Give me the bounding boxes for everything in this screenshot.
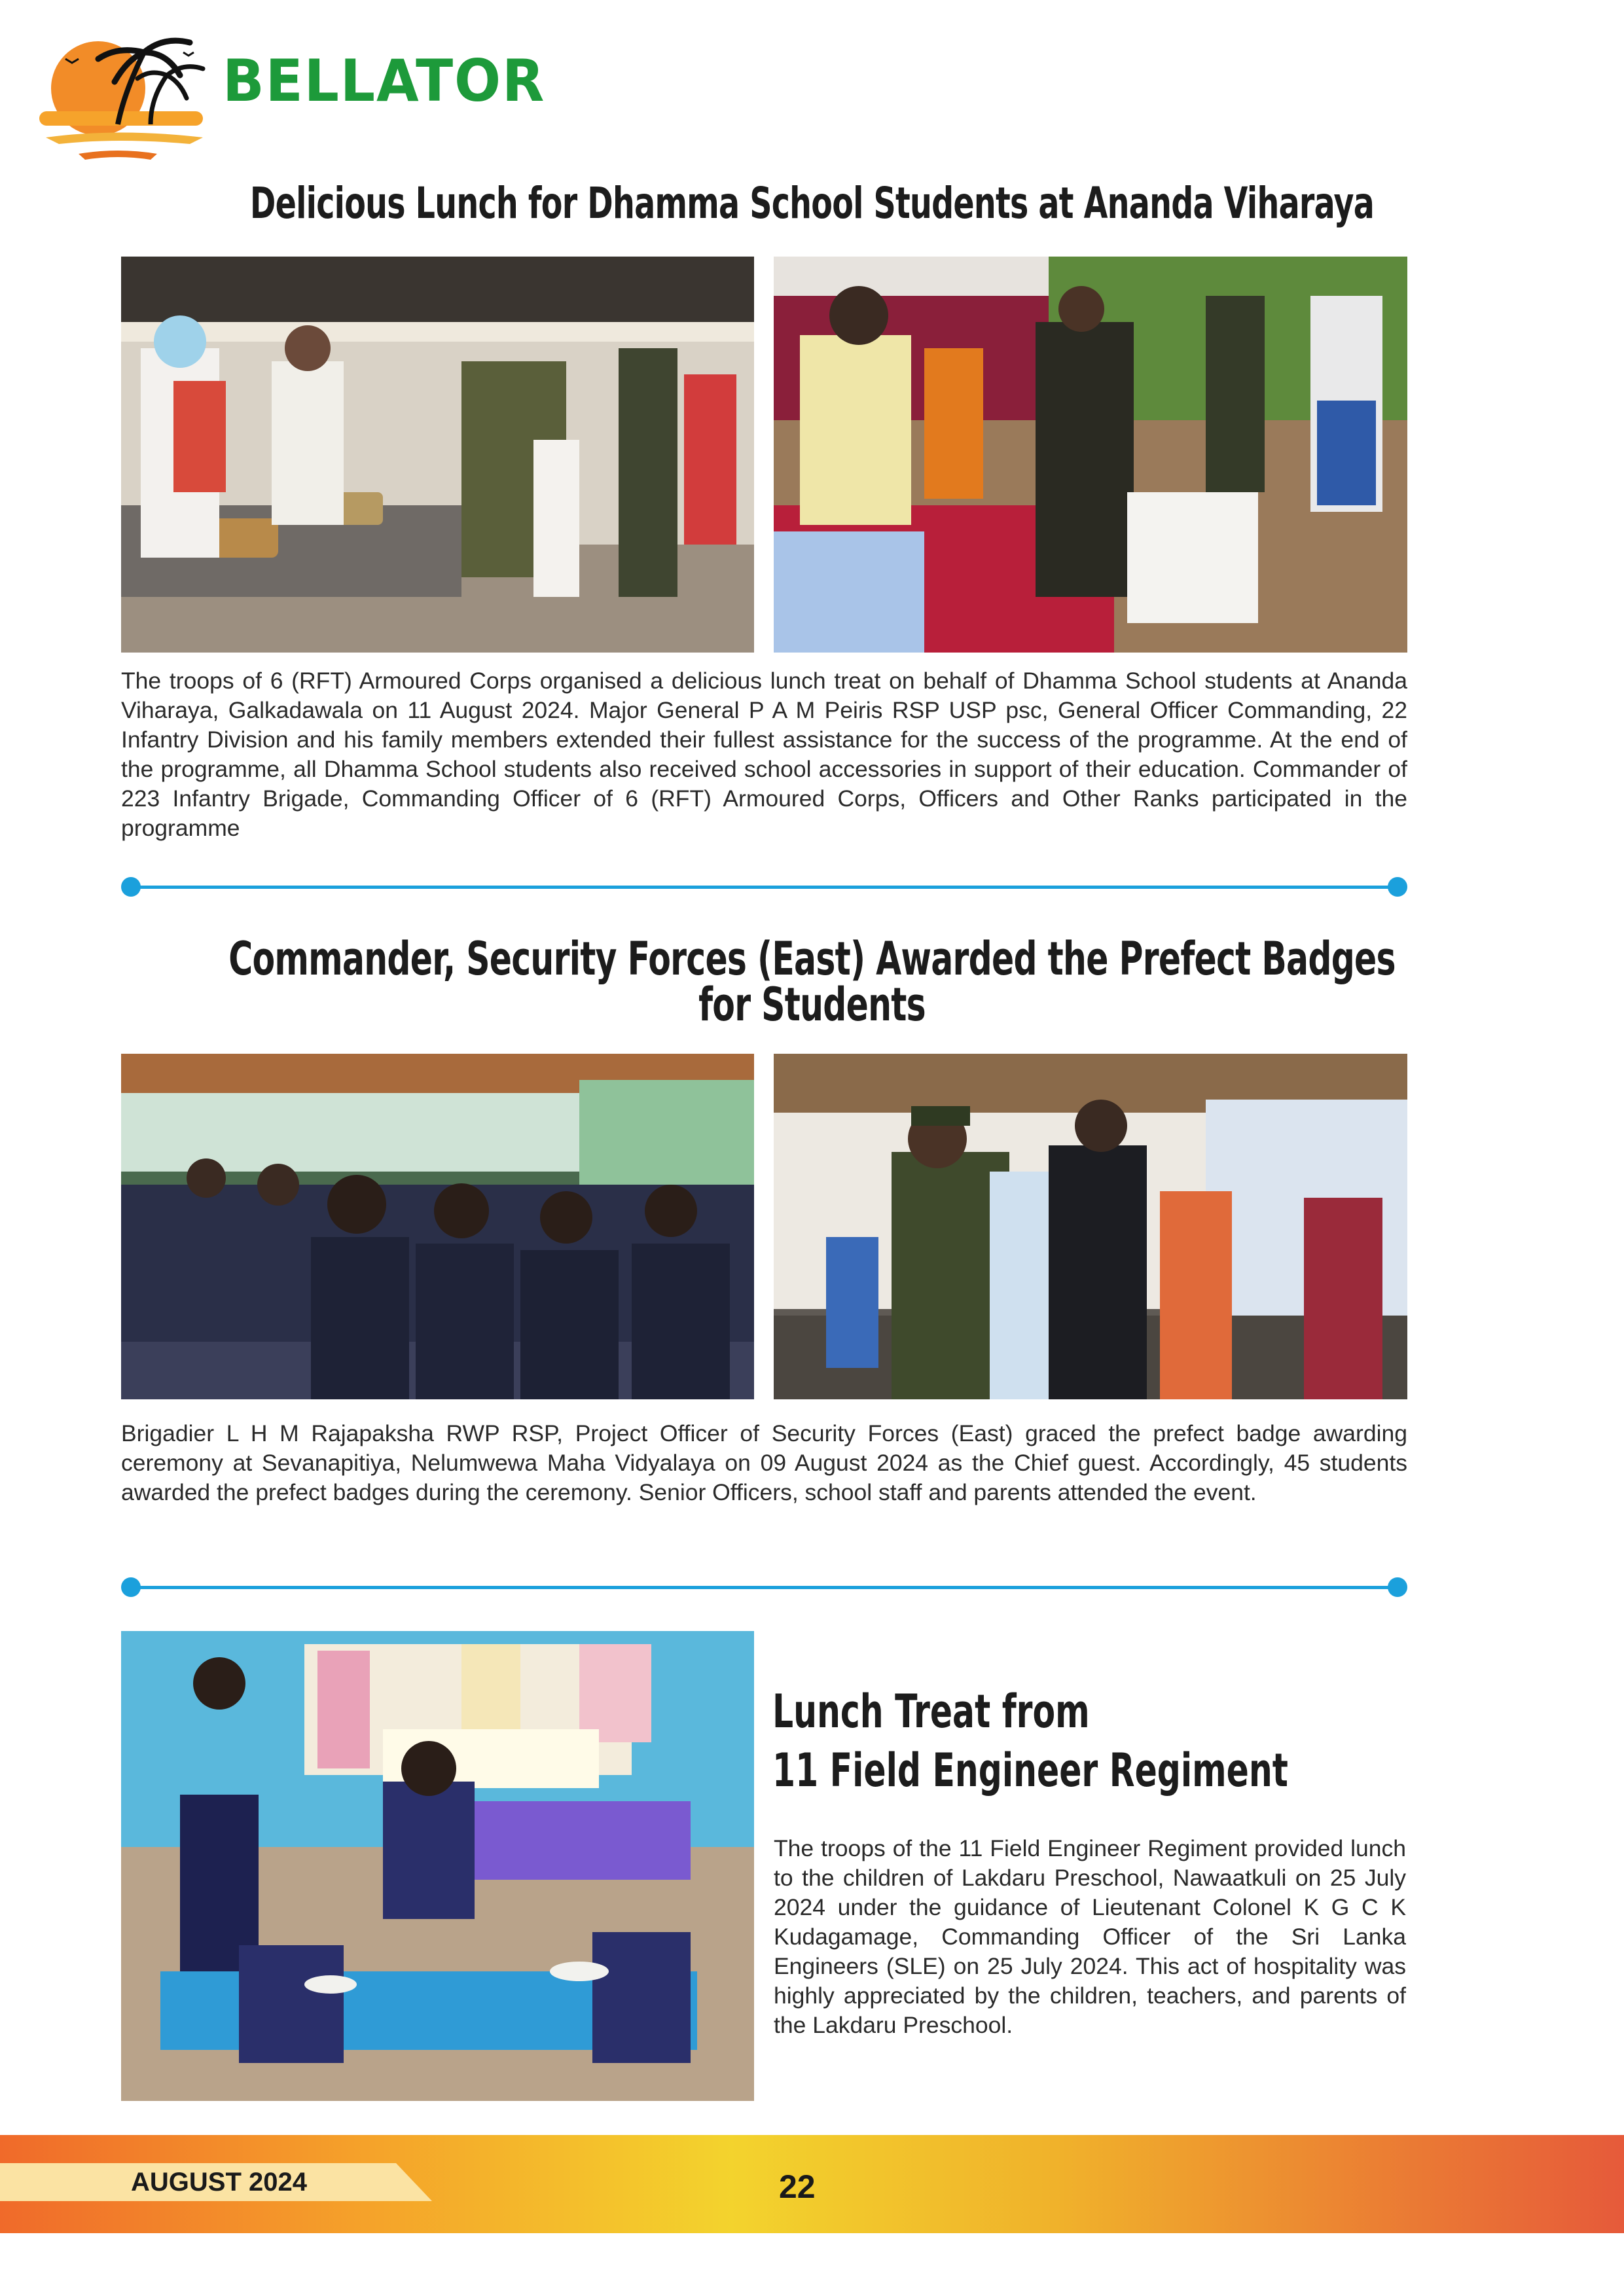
article1-body: The troops of 6 (RFT) Armoured Corps organised a delicious lunch treat on behalf of Dhamma School students at Ananda Viharaya, Galkadawala on 11 August 2024. Major General P A M Peiris RSP USP psc, General Officer Commanding, 22 Infantry Division and his family members extended their fullest assistance for the success of the programme. At the end of the programme, all Dhamma School students also received school accessories in support of their education. Commander of 223 Infantry Brigade, Commanding Officer of 6 (RFT) Armoured Corps, Officers and Other Ranks participated in the programme [121, 668, 1407, 841]
article1-title: Delicious Lunch for Dhamma School Students at Ananda Viharaya [249, 178, 1375, 228]
article3-title-line2: 11 Field Engineer Regiment [772, 1744, 1288, 1797]
page-number: 22 [779, 2168, 816, 2205]
section-divider [121, 1577, 1407, 1597]
article2-title: Commander, Security Forces (East) Awarded the Prefect Badges for Students [228, 932, 1396, 1031]
article3-title-line1: Lunch Treat from [772, 1685, 1090, 1738]
article2-photo-badge-award [774, 1054, 1407, 1399]
article2-photo-students-seated [121, 1054, 754, 1399]
article3-photo-preschool-lunch [121, 1631, 754, 2101]
issue-month: AUGUST 2024 [131, 2168, 307, 2197]
section-divider [121, 877, 1407, 897]
brand-name: BELLATOR [223, 47, 546, 115]
article3-body: The troops of the 11 Field Engineer Regiment provided lunch to the children of Lakdaru Preschool, Nawaatkuli on 25 July 2024 under the guidance of Lieutenant Colonel K G C K Kudagamage, Commanding Officer of the Sri Lanka Engineers (SLE) on 25 July 2024. This act of hospitality was highly appreciated by the children, teachers, and parents of the Lakdaru Preschool. [774, 1835, 1406, 2038]
article1-photo-gift-distribution [774, 257, 1407, 653]
bellator-logo [20, 13, 223, 164]
article1-photo-lunch-serving [121, 257, 754, 653]
article2-body: Brigadier L H M Rajapaksha RWP RSP, Project Officer of Security Forces (East) graced the prefect badge awarding ceremony at Sevanapitiya, Nelumwewa Maha Vidyalaya on 09 August 2024 as the Chief guest. Accordingly, 45 students awarded the prefect badges during the ceremony. Senior Officers, school staff and parents attended the event. [121, 1420, 1407, 1505]
article3-title [772, 1682, 1288, 1800]
